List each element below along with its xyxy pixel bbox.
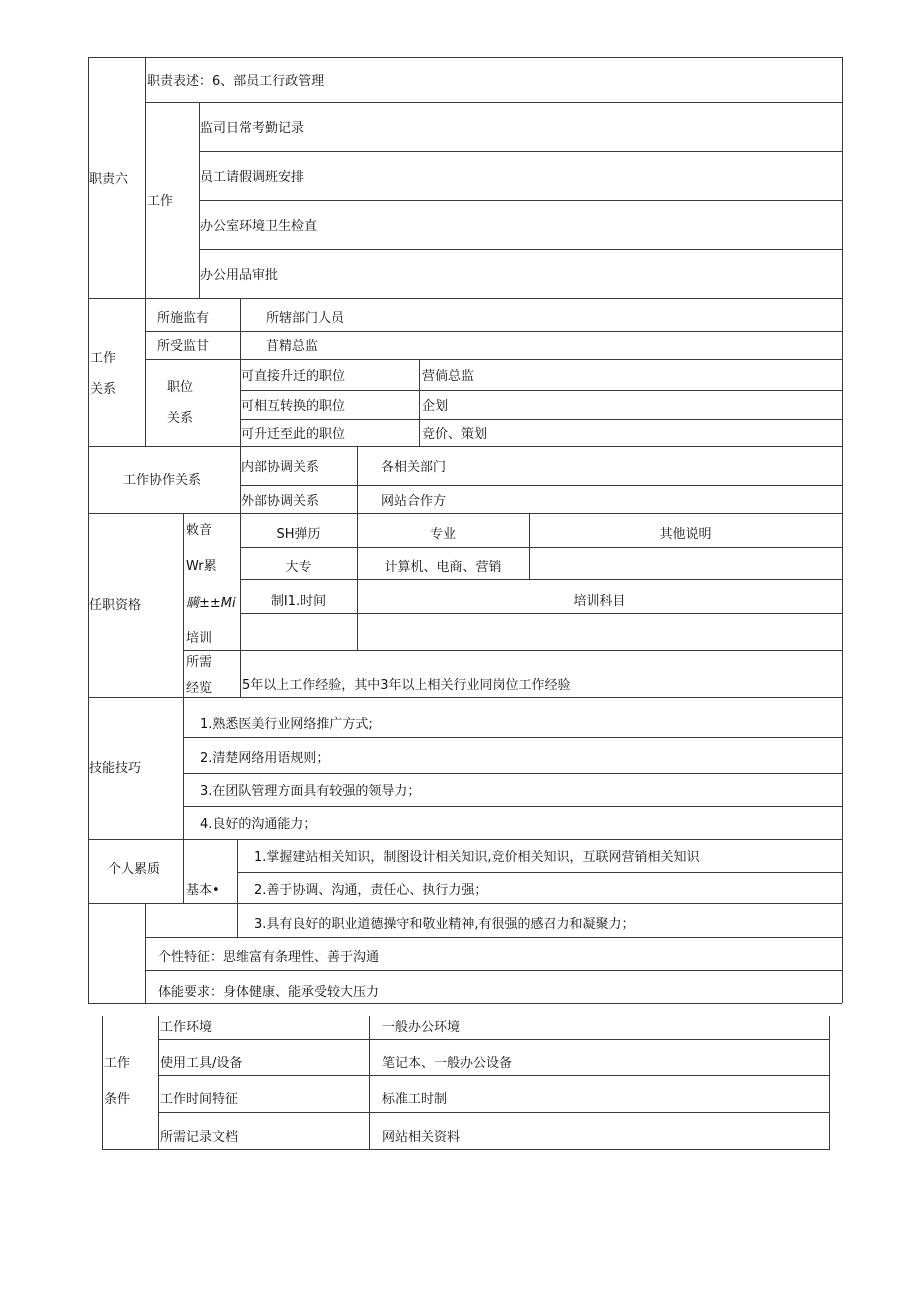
grid-line <box>240 579 842 580</box>
basic-item: 1.掌握建站相关知识，制图设计相关知识,竞价相关知识，互联网营销相关知识 <box>254 850 700 865</box>
grid-line <box>158 1112 829 1113</box>
grid-line <box>88 903 842 904</box>
grid-line <box>158 1075 829 1076</box>
work-relations-label: 关系 <box>90 382 117 397</box>
grid-line <box>88 697 842 698</box>
grid-line <box>145 57 146 298</box>
grid-line <box>183 806 842 807</box>
col-training-time-header: 制I1.时间 <box>270 594 327 609</box>
grid-line <box>199 249 842 250</box>
experience-label: 经览 <box>186 681 213 696</box>
work-relations-label: 工作 <box>90 351 117 366</box>
supervises-value: 所辖部门人员 <box>266 311 345 326</box>
physical-text: 体能要求：身体健康、能承受较大压力 <box>158 985 380 1000</box>
duty6-label: 职责六 <box>89 172 129 187</box>
condition-value: 网站相关资料 <box>382 1130 461 1145</box>
transfer-value: 企划 <box>422 399 449 414</box>
grid-line <box>240 485 842 486</box>
grid-line <box>102 1016 103 1149</box>
promote-value: 营倘总监 <box>422 369 475 384</box>
grid-line <box>88 57 842 58</box>
grid-line <box>183 773 842 774</box>
internal-coordination-value: 各相关部门 <box>381 460 447 475</box>
grid-line <box>240 390 842 391</box>
grid-line <box>240 547 842 548</box>
promote-from-value: 竞价、策划 <box>422 427 488 442</box>
basic-label: 基本• <box>186 883 220 898</box>
conditions-label: 条件 <box>104 1092 131 1107</box>
duty6-task: 办公室环境卫生检直 <box>200 219 318 234</box>
experience-label: 所需 <box>186 655 213 670</box>
basic-item: 2.善于协调、沟通，责任心、执行力强； <box>254 883 488 898</box>
skill-item: 2.清楚网络用语规则； <box>200 751 330 766</box>
col-major-header: 专业 <box>429 527 456 542</box>
cooperation-label: 工作协作关系 <box>123 473 202 488</box>
grid-line <box>88 57 89 1003</box>
grid-line <box>145 937 842 938</box>
internal-coordination-label: 内部协调关系 <box>241 460 320 475</box>
col-training-subject-header: 培训科目 <box>573 594 626 609</box>
position-relations-label: 职位 <box>167 380 194 395</box>
grid-line <box>145 102 842 103</box>
grid-line <box>240 613 842 614</box>
grid-line <box>529 513 530 579</box>
col-education-header: SH弹历 <box>276 527 321 542</box>
grid-line <box>369 1016 370 1149</box>
grid-line <box>183 697 184 839</box>
grid-line <box>419 359 420 446</box>
condition-label: 所需记录文档 <box>160 1130 239 1145</box>
grid-line <box>183 513 184 697</box>
experience-value: 5年以上工作经验，其中3年以上相关行业同岗位工作经验 <box>242 678 571 693</box>
duty6-task: 办公用品审批 <box>200 268 279 283</box>
col-other-header: 其他说明 <box>659 527 712 542</box>
condition-value: 笔记本、一般办公设备 <box>382 1056 513 1071</box>
transfer-label: 可相互转换的职位 <box>241 399 346 414</box>
condition-label: 工作时间特征 <box>160 1092 239 1107</box>
grid-line <box>158 1016 159 1149</box>
grid-line <box>237 872 842 873</box>
grid-line <box>102 1149 830 1150</box>
grid-line <box>237 839 238 937</box>
grid-line <box>199 200 842 201</box>
skill-item: 4.良好的沟通能力； <box>200 817 317 832</box>
personality-text: 个性特征：思维富有条理性、善于沟通 <box>158 950 380 965</box>
grid-line <box>88 1003 842 1004</box>
position-relations-label: 关系 <box>167 411 194 426</box>
grid-line <box>842 57 843 1003</box>
grid-line <box>145 331 842 332</box>
skill-item: 3.在团队管理方面具有较强的领导力； <box>200 784 421 799</box>
supervised-by-value: 苜精总监 <box>266 339 319 354</box>
personal-label: 个人累质 <box>108 862 161 877</box>
grid-line <box>88 513 842 514</box>
grid-line <box>183 650 842 651</box>
duty6-task: 监司日常考勤记录 <box>200 121 305 136</box>
grid-line <box>199 151 842 152</box>
promote-from-label: 可升迁至此的职位 <box>241 427 346 442</box>
condition-label: 工作环境 <box>160 1020 213 1035</box>
grid-line <box>145 298 146 446</box>
grid-line <box>88 839 842 840</box>
basic-item: 3.具有良好的职业道德操守和敬业精神,有很强的感召力和凝聚力； <box>254 917 635 932</box>
conditions-label: 工作 <box>104 1056 131 1071</box>
grid-line <box>183 737 842 738</box>
external-coordination-value: 网站合作方 <box>381 494 447 509</box>
condition-value: 标准工时制 <box>382 1092 448 1107</box>
education-label: 敕音 <box>186 523 213 538</box>
major-value: 计算机、电商、营销 <box>384 560 502 575</box>
promote-label: 可直接升迁的职位 <box>241 369 346 384</box>
grid-line <box>829 1016 830 1149</box>
skills-label: 技能技巧 <box>89 761 142 776</box>
grid-line <box>357 446 358 513</box>
grid-line <box>88 298 842 299</box>
training-label: 瞒±±Mi <box>186 596 236 611</box>
grid-line <box>183 839 184 903</box>
grid-line <box>145 903 146 1003</box>
condition-value: 一般办公环境 <box>382 1020 461 1035</box>
education-value: 大专 <box>285 560 312 575</box>
training-label: 培训 <box>186 631 213 646</box>
duty6-task: 员工请假调班安排 <box>200 170 305 185</box>
grid-line <box>158 1039 829 1040</box>
external-coordination-label: 外部协调关系 <box>241 494 320 509</box>
qualification-label: 任职资格 <box>89 598 142 613</box>
condition-label: 使用工具/设备 <box>160 1056 243 1071</box>
skill-item: 1.熟悉医美行业网络推广方式; <box>200 717 373 732</box>
supervised-by-label: 所受监甘 <box>157 339 210 354</box>
grid-line <box>145 970 842 971</box>
education-label: Wr累 <box>186 559 217 574</box>
grid-line <box>145 359 842 360</box>
grid-line <box>88 446 842 447</box>
duty6-description: 职责表述：6、部员工行政管理 <box>147 74 325 89</box>
grid-line <box>240 419 842 420</box>
supervises-label: 所施监有 <box>157 311 210 326</box>
duty6-work-label: 工作 <box>147 194 174 209</box>
